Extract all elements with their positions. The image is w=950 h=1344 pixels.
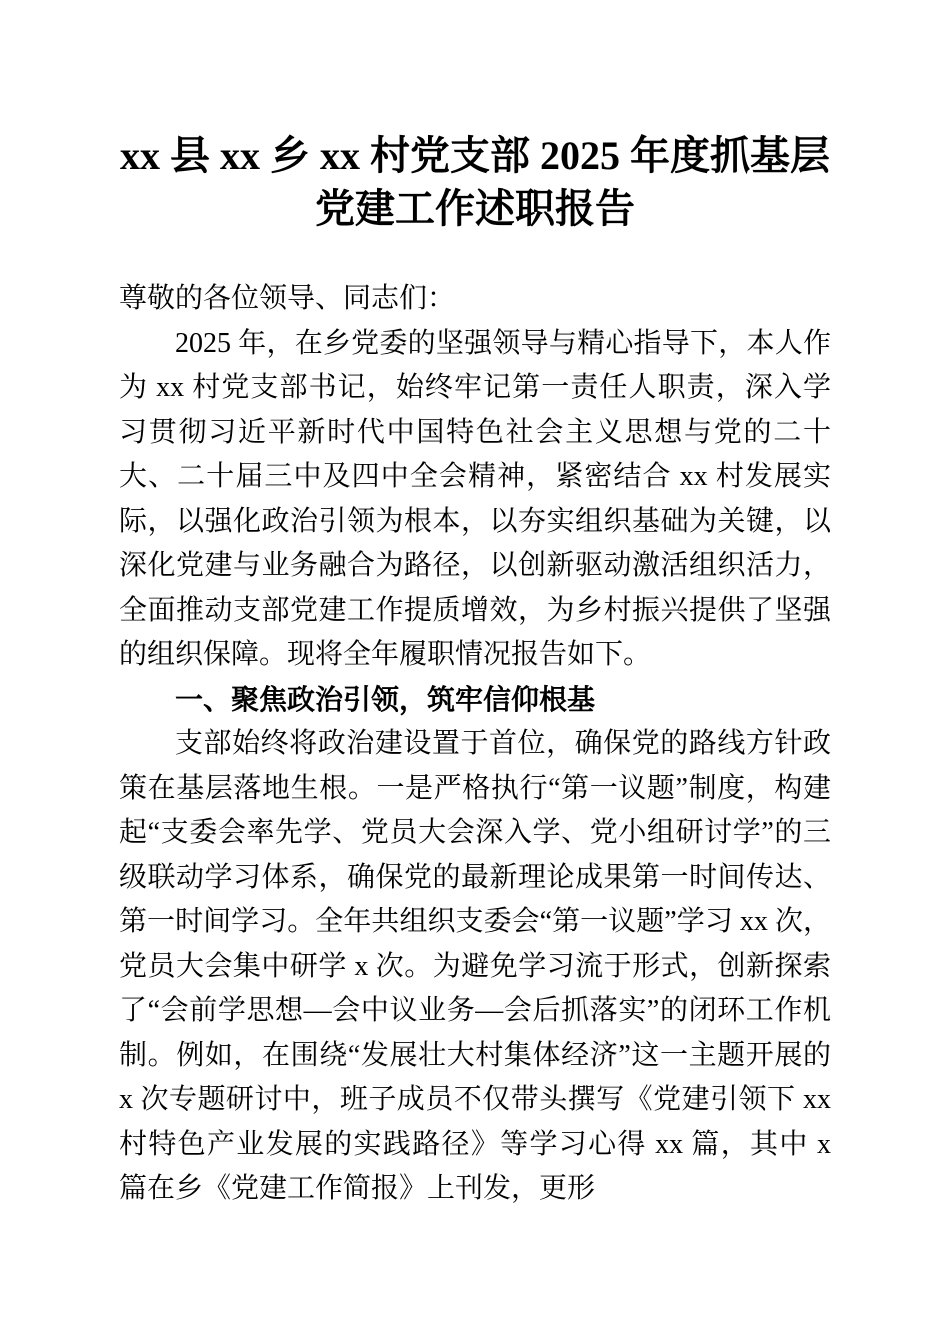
opening-paragraph: 2025 年，在乡党委的坚强领导与精心指导下，本人作为 xx 村党支部书记，始终牢记第一责任人职责，深入学习贯彻习近平新时代中国特色社会主义思想与党的二十大、二十届三中及四中全会精神，紧密结合 xx 村发展实际，以强化政治引领为根本，以夯实组织基础为关键，以深化党建与业务融合为路径，以创新驱动激活组织活力，全面推动支部党建工作提质增效，为乡村振兴提供了坚强的组织保障。现将全年履职情况报告如下。 — [119, 327, 831, 670]
salutation-line: 尊敬的各位领导、同志们： — [119, 283, 456, 314]
document-title: xx 县 xx 乡 xx 村党支部 2025 年度抓基层党建工作述职报告 — [120, 133, 830, 231]
section-1-paragraph: 支部始终将政治建设置于首位，确保党的路线方针政策在基层落地生根。一是严格执行“第一议题”制度，构建起“支委会率先学、党员大会深入学、党小组研讨学”的三级联动学习体系，确保党的最新理论成果第一时间传达、第一时间学习。全年共组织支委会“第一议题”学习 xx 次，党员大会集中研学 x 次。为避免学习流于形式，创新探索了“会前学思想—会中议业务—会后抓落实”的闭环工作机制。例如，在围绕“发展壮大村集体经济”这一主题开展的 x 次专题研讨中，班子成员不仅带头撰写《党建引领下 xx 村特色产业发展的实践路径》等学习心得 xx 篇，其中 x 篇在乡《党建工作简报》上刊发，更形 — [119, 728, 831, 1204]
section-heading-1: 一、聚焦政治引领，筑牢信仰根基 — [175, 683, 596, 715]
